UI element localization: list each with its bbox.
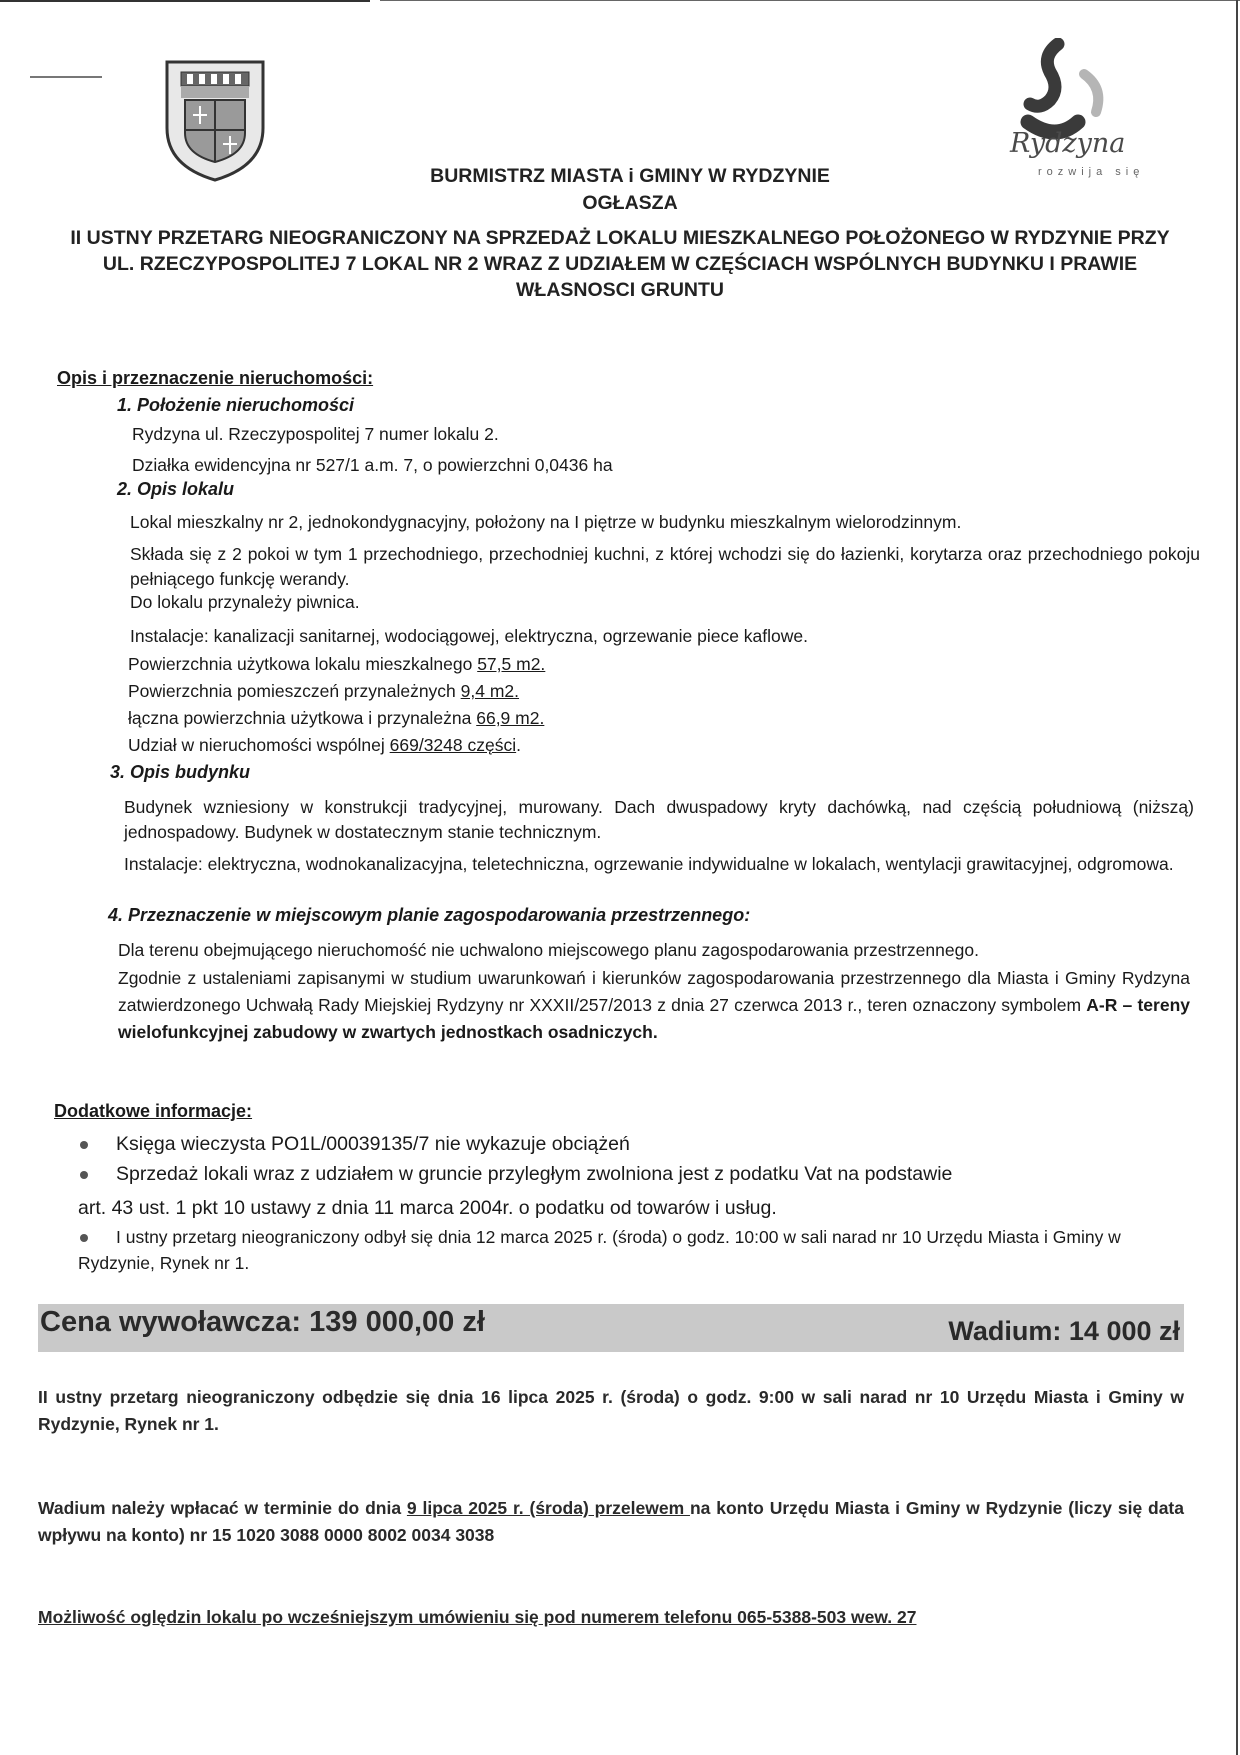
info-bullet-1: Księga wieczysta PO1L/00039135/7 nie wykazuje obciążeń (116, 1133, 630, 1155)
item-4-title: 4. Przeznaczenie w miejscowym planie zagospodarowania przestrzennego: (108, 905, 751, 925)
area-row-usable (128, 652, 545, 677)
area-row-usable-label: Powierzchnia użytkowa lokalu mieszkalnego (128, 654, 478, 674)
header-announces: OGŁASZA (582, 192, 678, 214)
section-heading-dodatkowe: Dodatkowe informacje: (54, 1101, 253, 1121)
item-4-line-2 (118, 965, 1190, 1046)
item-4-line-2-text: Zgodnie z ustaleniami zapisanymi w studium uwarunkowań i kierunków zagospodarowania przestrzennego dla Miasta i Gminy Rydzyna zatwierdzonego Uchwałą Rady Miejskiej Rydzyny nr XXXII/257/2013 z dnia 27 czerwca 2013 r., teren oznaczony symbolem (118, 968, 1190, 1015)
item-1-line-2: Działka ewidencyjna nr 527/1 a.m. 7, o powierzchni 0,0436 ha (132, 455, 613, 475)
item-4-line-1: Dla terenu obejmującego nieruchomość nie uchwalono miejscowego planu zagospodarowania przestrzennego. (118, 940, 979, 960)
item-3-line-2: Instalacje: elektryczna, wodnokanalizacyjna, teletechniczna, ogrzewanie indywidualne w lokalach, wentylacji grawitacyjnej, odgromowa. (124, 854, 1174, 874)
scan-artifact-top (0, 0, 370, 2)
deposit-amount: Wadium: 14 000 zł (948, 1316, 1180, 1346)
area-row-share: Udział w nieruchomości wspólnej 669/3248 części. (128, 735, 521, 755)
area-row-total-value: 66,9 m2. (476, 708, 545, 728)
area-row-ancillary-label: Powierzchnia pomieszczeń przynależnych (128, 681, 461, 701)
area-row-total-label: łączna powierzchnia użytkowa i przynależna (128, 708, 477, 728)
header-authority: BURMISTRZ MIASTA i GMINY W RYDZYNIE (430, 165, 830, 187)
area-row-ancillary-value: 9,4 m2. (460, 681, 520, 701)
info-bullet-3: I ustny przetarg nieograniczony odbył się dnia 12 marca 2025 r. (środa) o godz. 10:00 w sali narad nr 10 Urzędu Miasta i Gminy w Rydzynie, Rynek nr 1. (78, 1227, 1121, 1273)
coat-of-arms-icon (163, 58, 267, 184)
area-row-total (128, 706, 544, 731)
scan-artifact-right-edge (1236, 0, 1238, 1755)
area-row-ancillary (128, 679, 519, 704)
area-row-share-label: Udział w nieruchomości wspólnej (128, 735, 390, 755)
info-bullet-2-cont: art. 43 ust. 1 pkt 10 ustawy z dnia 11 marca 2004r. o podatku od towarów i usług. (78, 1197, 777, 1219)
starting-price: Cena wywoławcza: 139 000,00 zł (40, 1306, 485, 1338)
item-2-line-1: Lokal mieszkalny nr 2, jednokondygnacyjny, położony na I piętrze w budynku mieszkalnym wielorodzinnym. (130, 512, 962, 532)
item-1-line-1: Rydzyna ul. Rzeczypospolitej 7 numer lokalu 2. (132, 424, 499, 444)
logo-name: Rydzyna (1010, 128, 1126, 159)
item-1-title: 1. Położenie nieruchomości (117, 395, 355, 415)
deposit-post: na konto Urzędu Miasta i Gminy w Rydzynie (liczy się data wpływu na konto) nr 15 1020 3088 0000 8002 0034 3038 (38, 1498, 1184, 1545)
info-bullet-2: Sprzedaż lokali wraz z udziałem w gruncie przyległym zwolniona jest z podatku Vat na podstawie (116, 1163, 953, 1185)
deposit-pre: Wadium należy wpłacać w terminie do dnia (38, 1498, 407, 1518)
item-2-title: 2. Opis lokalu (117, 479, 235, 499)
header-title: II USTNY PRZETARG NIEOGRANICZONY NA SPRZEDAŻ LOKALU MIESZKALNEGO POŁOŻONEGO W RYDZYNIE PRZY UL. RZECZYPOSPOLITEJ 7 LOKAL NR 2 WRAZ Z UDZIAŁEM W CZĘŚCIACH WSPÓLNYCH BUDYNKU I PRAWIE WŁASNOSCI GRUNTU (70, 227, 1170, 301)
item-3-line-1: Budynek wzniesiony w konstrukcji tradycyjnej, murowany. Dach dwuspadowy kryty dachówką, nad częścią południową (niższą) jednospadowy. Budynek w dostatecznym stanie technicznym. (124, 797, 1194, 842)
bullet-icon (80, 1171, 88, 1179)
item-4-bold-tail: A-R – tereny wielofunkcyjnej zabudowy w zwartych jednostkach osadniczych. (118, 995, 1190, 1042)
deposit-deadline: 9 lipca 2025 r. (środa) przelewem (406, 1498, 690, 1518)
item-2-line-2: Składa się z 2 pokoi w tym 1 przechodniego, przechodniej kuchni, z której wchodzi się do łazienki, korytarza oraz przechodniego pokoju pełniącego funkcję werandy. (130, 544, 1200, 589)
item-3-title: 3. Opis budynku (110, 762, 251, 782)
bullet-icon (80, 1141, 88, 1149)
logo-tagline: rozwija się (1038, 166, 1145, 178)
auction-date-paragraph: II ustny przetarg nieograniczony odbędzie się dnia 16 lipca 2025 r. (środa) o godz. 9:00 w sali narad nr 10 Urzędu Miasta i Gminy w Rydzynie, Rynek nr 1. (38, 1387, 1184, 1434)
scan-artifact-top-right (380, 0, 1240, 1)
area-row-usable-value: 57,5 m2. (477, 654, 546, 674)
viewing-info: Możliwość oględzin lokalu po wcześniejszym umówieniu się pod numerem telefonu 065-5388-503 wew. 27 (38, 1607, 917, 1627)
scan-artifact-left (30, 76, 102, 78)
item-2-line-4: Instalacje: kanalizacji sanitarnej, wodociągowej, elektryczna, ogrzewanie piece kaflowe. (130, 626, 808, 646)
deposit-paragraph (38, 1495, 1184, 1549)
item-2-line-3: Do lokalu przynależy piwnica. (130, 592, 360, 612)
section-heading-opis: Opis i przeznaczenie nieruchomości: (57, 368, 374, 388)
area-row-share-value: 669/3248 części (389, 735, 517, 755)
